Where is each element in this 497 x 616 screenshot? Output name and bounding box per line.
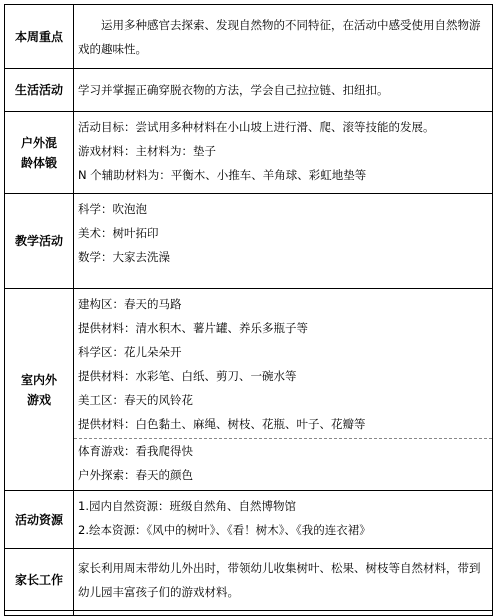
label-parents: 家长工作 — [5, 549, 74, 611]
resources-line: 1.园内自然资源：班级自然角、自然博物馆 — [78, 499, 296, 513]
row-resources — [5, 491, 493, 549]
content-life — [74, 69, 493, 112]
label-life: 生活活动 — [5, 69, 74, 112]
content-teaching — [74, 194, 493, 289]
outdoor-line: N 个辅助材料为：平衡木、小推车、羊角球、彩虹地垫等 — [78, 168, 367, 182]
content-focus — [74, 5, 493, 69]
content-resources — [74, 491, 493, 549]
indoor-line: 建构区：春天的马路 — [78, 297, 182, 311]
label-outdoor — [5, 112, 74, 194]
weekly-plan-table — [4, 4, 493, 616]
content-indoor — [74, 289, 493, 491]
row-outdoor — [5, 112, 493, 194]
teaching-line: 美术：树叶拓印 — [78, 226, 159, 240]
label-indoor-line: 室内外 — [20, 372, 57, 387]
teaching-line: 数学：大家去洗澡 — [78, 250, 170, 264]
row-indoor — [5, 289, 493, 491]
label-indoor-line: 游戏 — [26, 392, 51, 407]
indoor-line: 提供材料：白色黏土、麻绳、树枝、花瓶、叶子、花瓣等 — [78, 417, 366, 431]
resources-line: 2.绘本资源：《风中的树叶》、《看！树木》、《我的连衣裙》 — [78, 523, 371, 537]
label-indoor — [5, 289, 74, 491]
blank-cell — [5, 611, 74, 616]
indoor-line: 提供材料：水彩笔、白纸、剪刀、一碗水等 — [78, 369, 297, 383]
outdoor-line: 游戏材料：主材料为：垫子 — [78, 144, 216, 158]
row-parents — [5, 549, 493, 611]
label-focus: 本周重点 — [5, 5, 74, 69]
label-outdoor-line: 户外混 — [20, 135, 57, 150]
teaching-line: 科学：吹泡泡 — [78, 202, 147, 216]
row-life — [5, 69, 493, 112]
parents-text: 家长利用周末带幼儿外出时，带领幼儿收集树叶、松果、树枝等自然材料，带到幼儿园丰富孩子们的游戏材料。 — [78, 560, 481, 599]
content-outdoor — [74, 112, 493, 194]
row-blank — [5, 611, 493, 616]
row-teaching — [5, 194, 493, 289]
indoor-sub-section — [74, 438, 492, 487]
outdoor-line: 活动目标：尝试用多种材料在小山坡上进行滑、爬、滚等技能的发展。 — [78, 120, 435, 134]
indoor-line: 提供材料：清水积木、薯片罐、养乐多瓶子等 — [78, 321, 308, 335]
indoor-line: 科学区：花儿朵朵开 — [78, 345, 182, 359]
blank-cell — [74, 611, 493, 616]
indoor-sub-line: 体育游戏：看我爬得快 — [78, 444, 193, 458]
life-text: 学习并掌握正确穿脱衣物的方法，学会自己拉拉链、扣纽扣。 — [78, 83, 389, 97]
label-resources: 活动资源 — [5, 491, 74, 549]
indoor-line: 美工区：春天的风铃花 — [78, 393, 193, 407]
row-focus — [5, 5, 493, 69]
content-parents — [74, 549, 493, 611]
label-teaching: 教学活动 — [5, 194, 74, 289]
label-outdoor-line: 龄体锻 — [20, 155, 57, 170]
focus-text: 运用多种感官去探索、发现自然物的不同特征，在活动中感受使用自然物游戏的趣味性。 — [78, 17, 481, 56]
indoor-sub-line: 户外探索：春天的颜色 — [78, 468, 193, 482]
